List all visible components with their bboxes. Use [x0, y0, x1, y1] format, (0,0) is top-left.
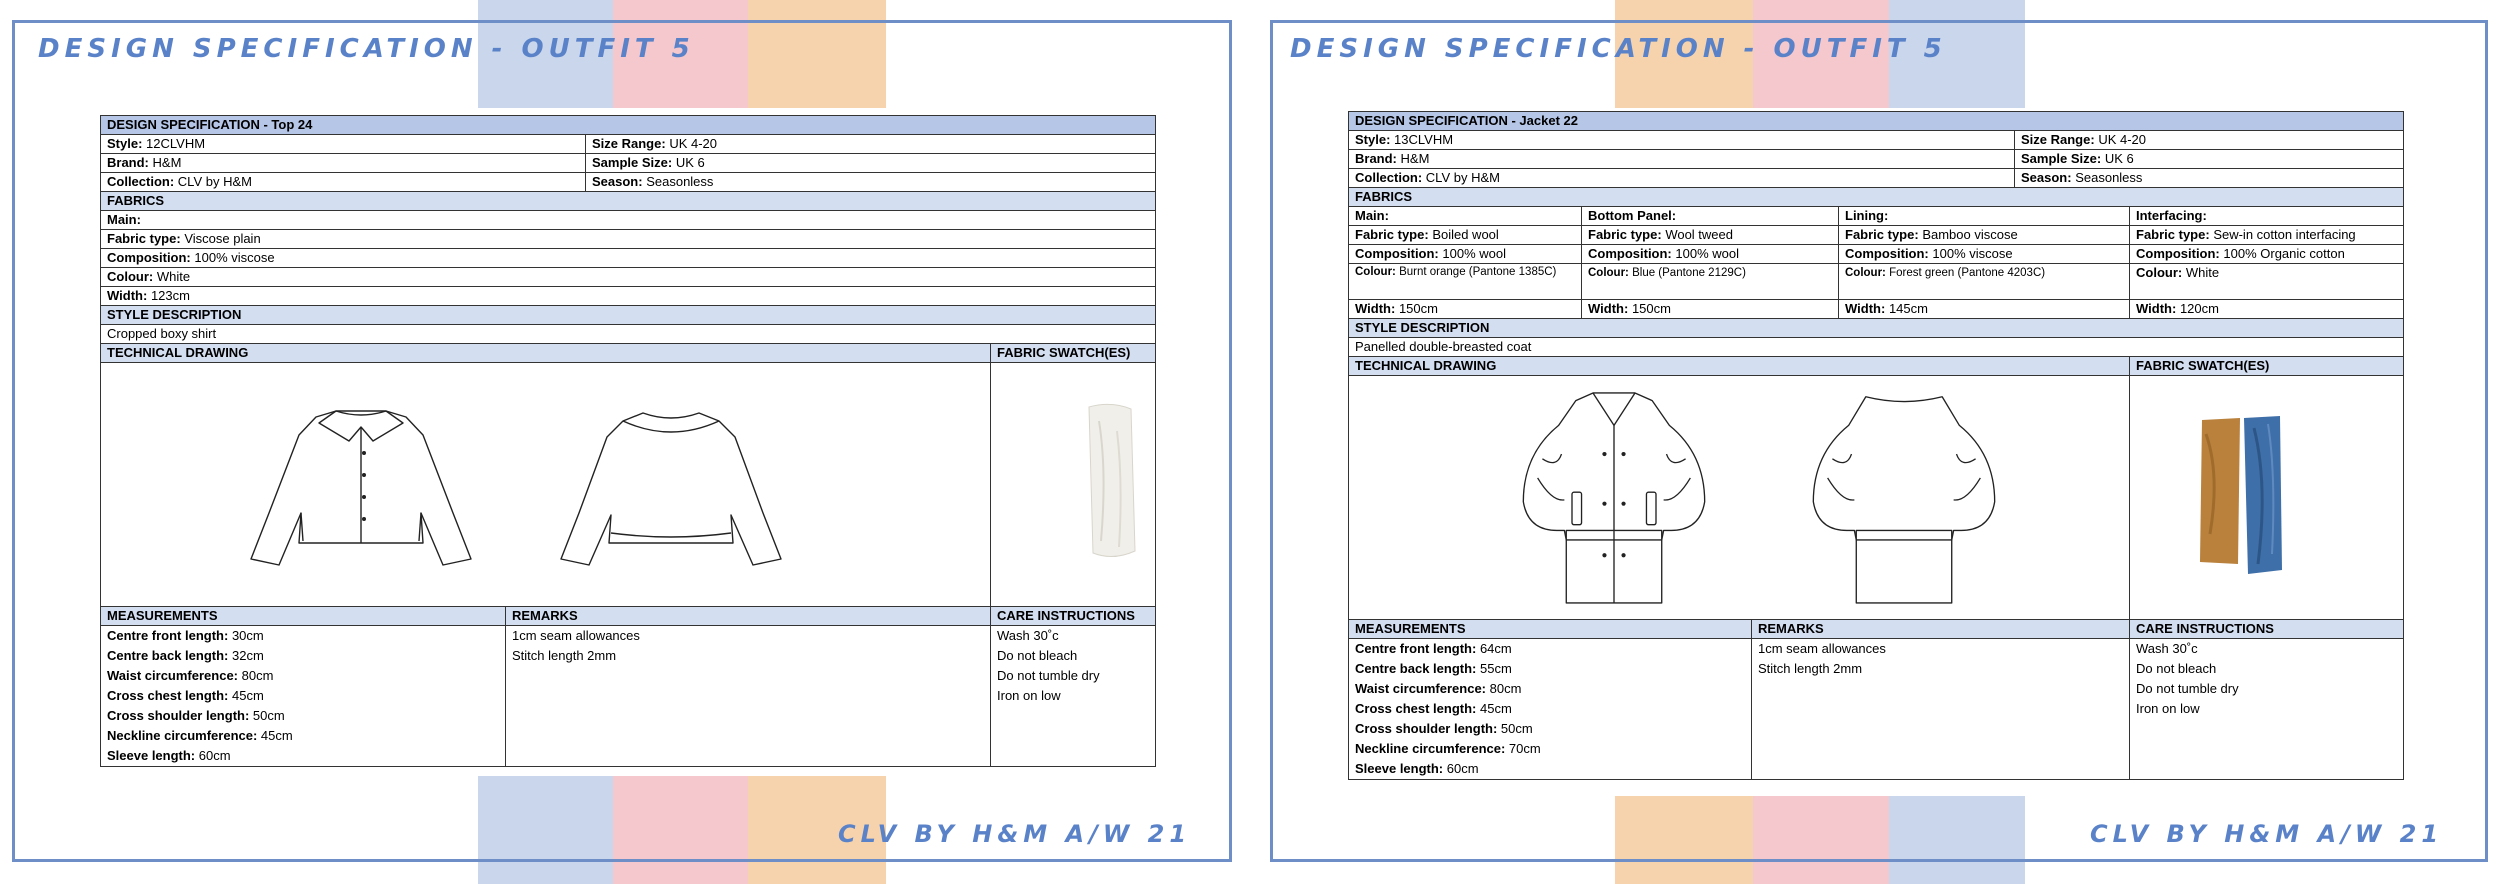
- colour-bottom-panel: Colour: Blue (Pantone 2129C): [1582, 264, 1839, 300]
- collection-field: Collection: CLV by H&M: [101, 173, 586, 192]
- sample-size-field: Sample Size: UK 6: [2015, 150, 2404, 169]
- composition-field: Composition: 100% viscose: [101, 249, 1156, 268]
- fabric-type-main: Fabric type: Boiled wool: [1349, 226, 1582, 245]
- colour-field: Colour: White: [101, 268, 1156, 287]
- fabric-swatch-orange-blue-wool: [2196, 414, 2286, 574]
- remark-item: 1cm seam allowances: [512, 628, 640, 643]
- fabric-swatch-cell: [991, 363, 1156, 607]
- colour-lining: Colour: Forest green (Pantone 4203C): [1839, 264, 2130, 300]
- spec-title: DESIGN SPECIFICATION - Jacket 22: [1349, 112, 2404, 131]
- measurement-row: Sleeve length: 60cm: [107, 748, 231, 763]
- technical-drawing: [1349, 376, 2130, 620]
- technical-drawing-heading: TECHNICAL DRAWING: [101, 344, 991, 363]
- remarks-heading: REMARKS: [506, 607, 991, 626]
- technical-drawing-heading: TECHNICAL DRAWING: [1349, 357, 2130, 376]
- main-fabric-label: Main:: [101, 211, 1156, 230]
- composition-lining: Composition: 100% viscose: [1839, 245, 2130, 264]
- jacket-back-drawing: [1799, 382, 2009, 612]
- fabric-heading-main: Main:: [1349, 207, 1582, 226]
- style-description-heading: STYLE DESCRIPTION: [1349, 319, 2404, 338]
- top-back-drawing: [551, 393, 791, 583]
- measurement-row: Cross chest length: 45cm: [1355, 701, 1512, 716]
- measurements-list: [101, 626, 506, 767]
- composition-main: Composition: 100% wool: [1349, 245, 1582, 264]
- spec-table: [100, 115, 1156, 767]
- measurements-list: [1349, 639, 1752, 780]
- remark-item: 1cm seam allowances: [1758, 641, 1886, 656]
- care-item: Do not tumble dry: [997, 668, 1100, 683]
- technical-drawing: [101, 363, 991, 607]
- fabric-swatch-heading: FABRIC SWATCH(ES): [2130, 357, 2404, 376]
- remarks-heading: REMARKS: [1752, 620, 2130, 639]
- page-footer: CLV BY H&M A/W 21: [838, 820, 1192, 848]
- colour-main: Colour: Burnt orange (Pantone 1385C): [1349, 264, 1582, 300]
- care-item: Do not bleach: [997, 648, 1078, 663]
- fabric-type-bottom-panel: Fabric type: Wool tweed: [1582, 226, 1839, 245]
- brand-field: Brand: H&M: [101, 154, 586, 173]
- care-instructions-heading: CARE INSTRUCTIONS: [2130, 620, 2404, 639]
- measurement-row: Centre front length: 64cm: [1355, 641, 1512, 656]
- fabrics-heading: FABRICS: [1349, 188, 2404, 207]
- fabric-swatch-heading: FABRIC SWATCH(ES): [991, 344, 1156, 363]
- care-instructions-list: [991, 626, 1156, 767]
- fabric-type-lining: Fabric type: Bamboo viscose: [1839, 226, 2130, 245]
- width-main: Width: 150cm: [1349, 300, 1582, 319]
- fabric-heading-lining: Lining:: [1839, 207, 2130, 226]
- measurement-row: Cross shoulder length: 50cm: [1355, 721, 1533, 736]
- style-description: Panelled double-breasted coat: [1349, 338, 2404, 357]
- care-instructions-heading: CARE INSTRUCTIONS: [991, 607, 1156, 626]
- measurement-row: Centre back length: 32cm: [107, 648, 264, 663]
- fabric-swatch-white-viscose: [1081, 401, 1141, 561]
- jacket-front-drawing: [1509, 382, 1719, 612]
- width-interfacing: Width: 120cm: [2130, 300, 2404, 319]
- care-item: Iron on low: [997, 688, 1061, 703]
- measurement-row: Centre front length: 30cm: [107, 628, 264, 643]
- spec-title: DESIGN SPECIFICATION - Top 24: [101, 116, 1156, 135]
- measurement-row: Neckline circumference: 45cm: [107, 728, 293, 743]
- composition-interfacing: Composition: 100% Organic cotton: [2130, 245, 2404, 264]
- care-item: Wash 30˚c: [2136, 641, 2198, 656]
- remarks-list: [506, 626, 991, 767]
- width-field: Width: 123cm: [101, 287, 1156, 306]
- width-bottom-panel: Width: 150cm: [1582, 300, 1839, 319]
- size-range-field: Size Range: UK 4-20: [586, 135, 1156, 154]
- fabric-type-field: Fabric type: Viscose plain: [101, 230, 1156, 249]
- collection-field: Collection: CLV by H&M: [1349, 169, 2015, 188]
- top-front-drawing: [241, 393, 481, 583]
- style-field: Style: 13CLVHM: [1349, 131, 2015, 150]
- measurement-row: Sleeve length: 60cm: [1355, 761, 1479, 776]
- composition-bottom-panel: Composition: 100% wool: [1582, 245, 1839, 264]
- fabric-swatch-cell: [2130, 376, 2404, 620]
- measurement-row: Cross chest length: 45cm: [107, 688, 264, 703]
- care-instructions-list: [2130, 639, 2404, 780]
- colour-interfacing: Colour: White: [2130, 264, 2404, 300]
- width-lining: Width: 145cm: [1839, 300, 2130, 319]
- care-item: Iron on low: [2136, 701, 2200, 716]
- style-description: Cropped boxy shirt: [101, 325, 1156, 344]
- measurements-heading: MEASUREMENTS: [1349, 620, 1752, 639]
- fabric-heading-interfacing: Interfacing:: [2130, 207, 2404, 226]
- fabric-heading-bottom-panel: Bottom Panel:: [1582, 207, 1839, 226]
- remark-item: Stitch length 2mm: [1758, 661, 1863, 676]
- brand-field: Brand: H&M: [1349, 150, 2015, 169]
- page-header: DESIGN SPECIFICATION - OUTFIT 5: [1290, 34, 1947, 64]
- style-description-heading: STYLE DESCRIPTION: [101, 306, 1156, 325]
- measurement-row: Cross shoulder length: 50cm: [107, 708, 285, 723]
- spec-page-jacket-22: [1250, 0, 2500, 884]
- page-footer: CLV BY H&M A/W 21: [2090, 820, 2444, 848]
- measurement-row: Centre back length: 55cm: [1355, 661, 1512, 676]
- page-header: DESIGN SPECIFICATION - OUTFIT 5: [38, 34, 695, 64]
- fabric-type-interfacing: Fabric type: Sew-in cotton interfacing: [2130, 226, 2404, 245]
- measurement-row: Neckline circumference: 70cm: [1355, 741, 1541, 756]
- size-range-field: Size Range: UK 4-20: [2015, 131, 2404, 150]
- measurements-heading: MEASUREMENTS: [101, 607, 506, 626]
- style-field: Style: 12CLVHM: [101, 135, 586, 154]
- care-item: Do not tumble dry: [2136, 681, 2239, 696]
- measurement-row: Waist circumference: 80cm: [1355, 681, 1522, 696]
- care-item: Do not bleach: [2136, 661, 2217, 676]
- fabrics-heading: FABRICS: [101, 192, 1156, 211]
- remarks-list: [1752, 639, 2130, 780]
- remark-item: Stitch length 2mm: [512, 648, 617, 663]
- season-field: Season: Seasonless: [2015, 169, 2404, 188]
- season-field: Season: Seasonless: [586, 173, 1156, 192]
- spec-table: [1348, 111, 2404, 780]
- sample-size-field: Sample Size: UK 6: [586, 154, 1156, 173]
- measurement-row: Waist circumference: 80cm: [107, 668, 274, 683]
- care-item: Wash 30˚c: [997, 628, 1059, 643]
